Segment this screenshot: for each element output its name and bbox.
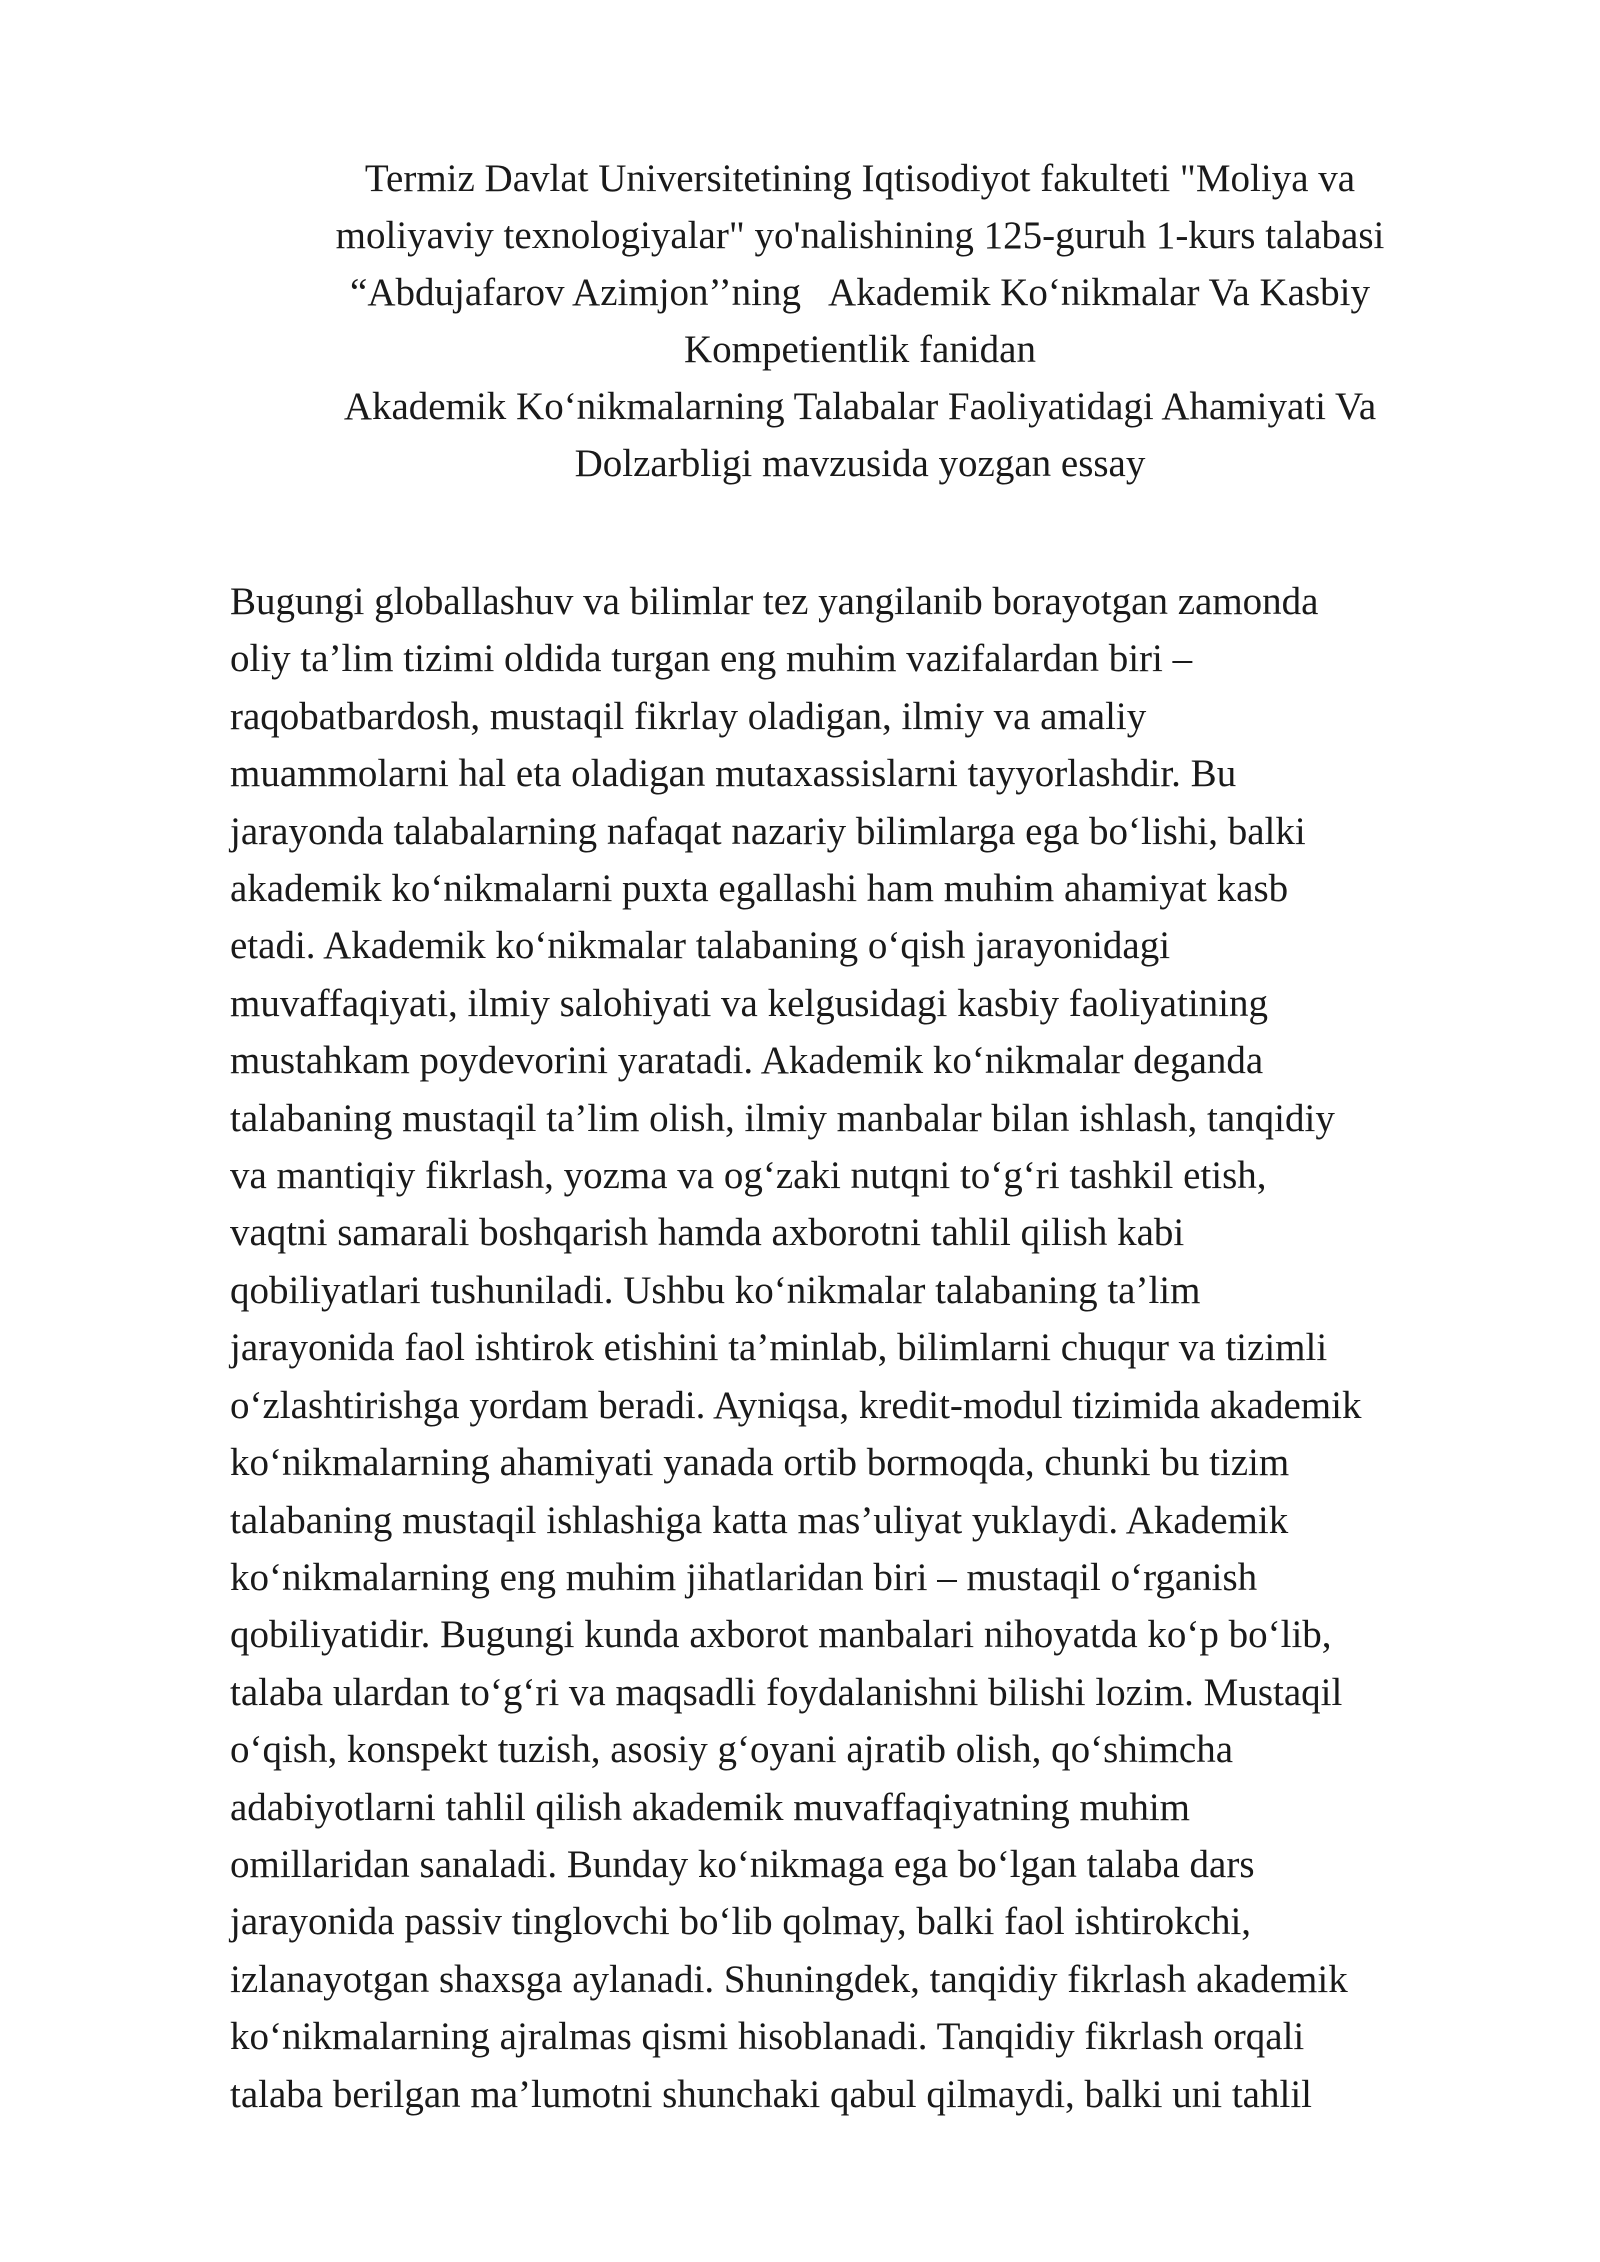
body-line: jarayonda talabalarning nafaqat nazariy bilimlarga ega bo‘lishi, balki xyxy=(230,809,1306,853)
header-line: Termiz Davlat Universitetining Iqtisodiyot fakulteti "Moliya va xyxy=(364,157,1356,200)
body-line: o‘zlashtirishga yordam beradi. Ayniqsa, kredit-modul tizimida akademik xyxy=(230,1383,1362,1427)
body-line: raqobatbardosh, mustaqil fikrlay oladigan, ilmiy va amaliy xyxy=(230,694,1147,738)
body-line: jarayonida passiv tinglovchi bo‘lib qolmay, balki faol ishtirokchi, xyxy=(230,1900,1252,1944)
header-line: Akademik Ko‘nikmalarning Talabalar Faoliyatidagi Ahamiyati Va xyxy=(343,385,1377,428)
body-line: etadi. Akademik ko‘nikmalar talabaning o‘qish jarayonidagi xyxy=(230,924,1171,968)
body-line: akademik ko‘nikmalarni puxta egallashi ham muhim ahamiyat kasb xyxy=(230,867,1289,911)
essay-header xyxy=(230,150,1490,492)
body-line: jarayonida faol ishtirok etishini ta’minlab, bilimlarni chuqur va tizimli xyxy=(230,1326,1328,1370)
body-line: talabaning mustaqil ta’lim olish, ilmiy manbalar bilan ishlash, tanqidiy xyxy=(230,1096,1335,1140)
body-line: vaqtni samarali boshqarish hamda axborotni tahlil qilish kabi xyxy=(230,1211,1185,1255)
body-line: muammolarni hal eta oladigan mutaxassislarni tayyorlashdir. Bu xyxy=(230,752,1237,796)
body-line: o‘qish, konspekt tuzish, asosiy g‘oyani ajratib olish, qo‘shimcha xyxy=(230,1728,1234,1772)
header-line: Kompetientlik fanidan xyxy=(684,328,1036,371)
body-line: oliy ta’lim tizimi oldida turgan eng muhim vazifalardan biri – xyxy=(230,637,1193,681)
essay-body xyxy=(230,573,1500,2123)
body-line: talaba berilgan ma’lumotni shunchaki qabul qilmaydi, balki uni tahlil xyxy=(230,2072,1313,2116)
body-line: adabiyotlarni tahlil qilish akademik muvaffaqiyatning muhim xyxy=(230,1785,1190,1829)
header-line: moliyaviy texnologiyalar" yo'nalishining 125-guruh 1-kurs talabasi xyxy=(335,214,1385,257)
body-line: ko‘nikmalarning ajralmas qismi hisoblanadi. Tanqidiy fikrlash orqali xyxy=(230,2015,1305,2059)
body-line: ko‘nikmalarning eng muhim jihatlaridan biri – mustaqil o‘rganish xyxy=(230,1555,1258,1599)
body-line: talaba ulardan to‘g‘ri va maqsadli foydalanishni bilishi lozim. Mustaqil xyxy=(230,1670,1343,1714)
body-line: qobiliyatlari tushuniladi. Ushbu ko‘nikmalar talabaning ta’lim xyxy=(230,1268,1201,1312)
body-line: muvaffaqiyati, ilmiy salohiyati va kelgusidagi kasbiy faoliyatining xyxy=(230,981,1268,1025)
body-line: va mantiqiy fikrlash, yozma va og‘zaki nutqni to‘g‘ri tashkil etish, xyxy=(230,1154,1267,1198)
header-line: Dolzarbligi mavzusida yozgan essay xyxy=(574,442,1146,485)
body-line: omillaridan sanaladi. Bunday ko‘nikmaga ega bo‘lgan talaba dars xyxy=(230,1842,1255,1886)
body-line: talabaning mustaqil ishlashiga katta mas’uliyat yuklaydi. Akademik xyxy=(230,1498,1289,1542)
header-line: “Abdujafarov Azimjon’’ning Akademik Ko‘nikmalar Va Kasbiy xyxy=(350,271,1370,314)
body-line: Bugungi globallashuv va bilimlar tez yangilanib borayotgan zamonda xyxy=(230,580,1319,623)
body-line: mustahkam poydevorini yaratadi. Akademik ko‘nikmalar deganda xyxy=(230,1039,1264,1083)
body-line: izlanayotgan shaxsga aylanadi. Shuningdek, tanqidiy fikrlash akademik xyxy=(230,1957,1348,2001)
body-line: ko‘nikmalarning ahamiyati yanada ortib bormoqda, chunki bu tizim xyxy=(230,1441,1290,1485)
body-line: qobiliyatidir. Bugungi kunda axborot manbalari nihoyatda ko‘p bo‘lib, xyxy=(230,1613,1332,1657)
